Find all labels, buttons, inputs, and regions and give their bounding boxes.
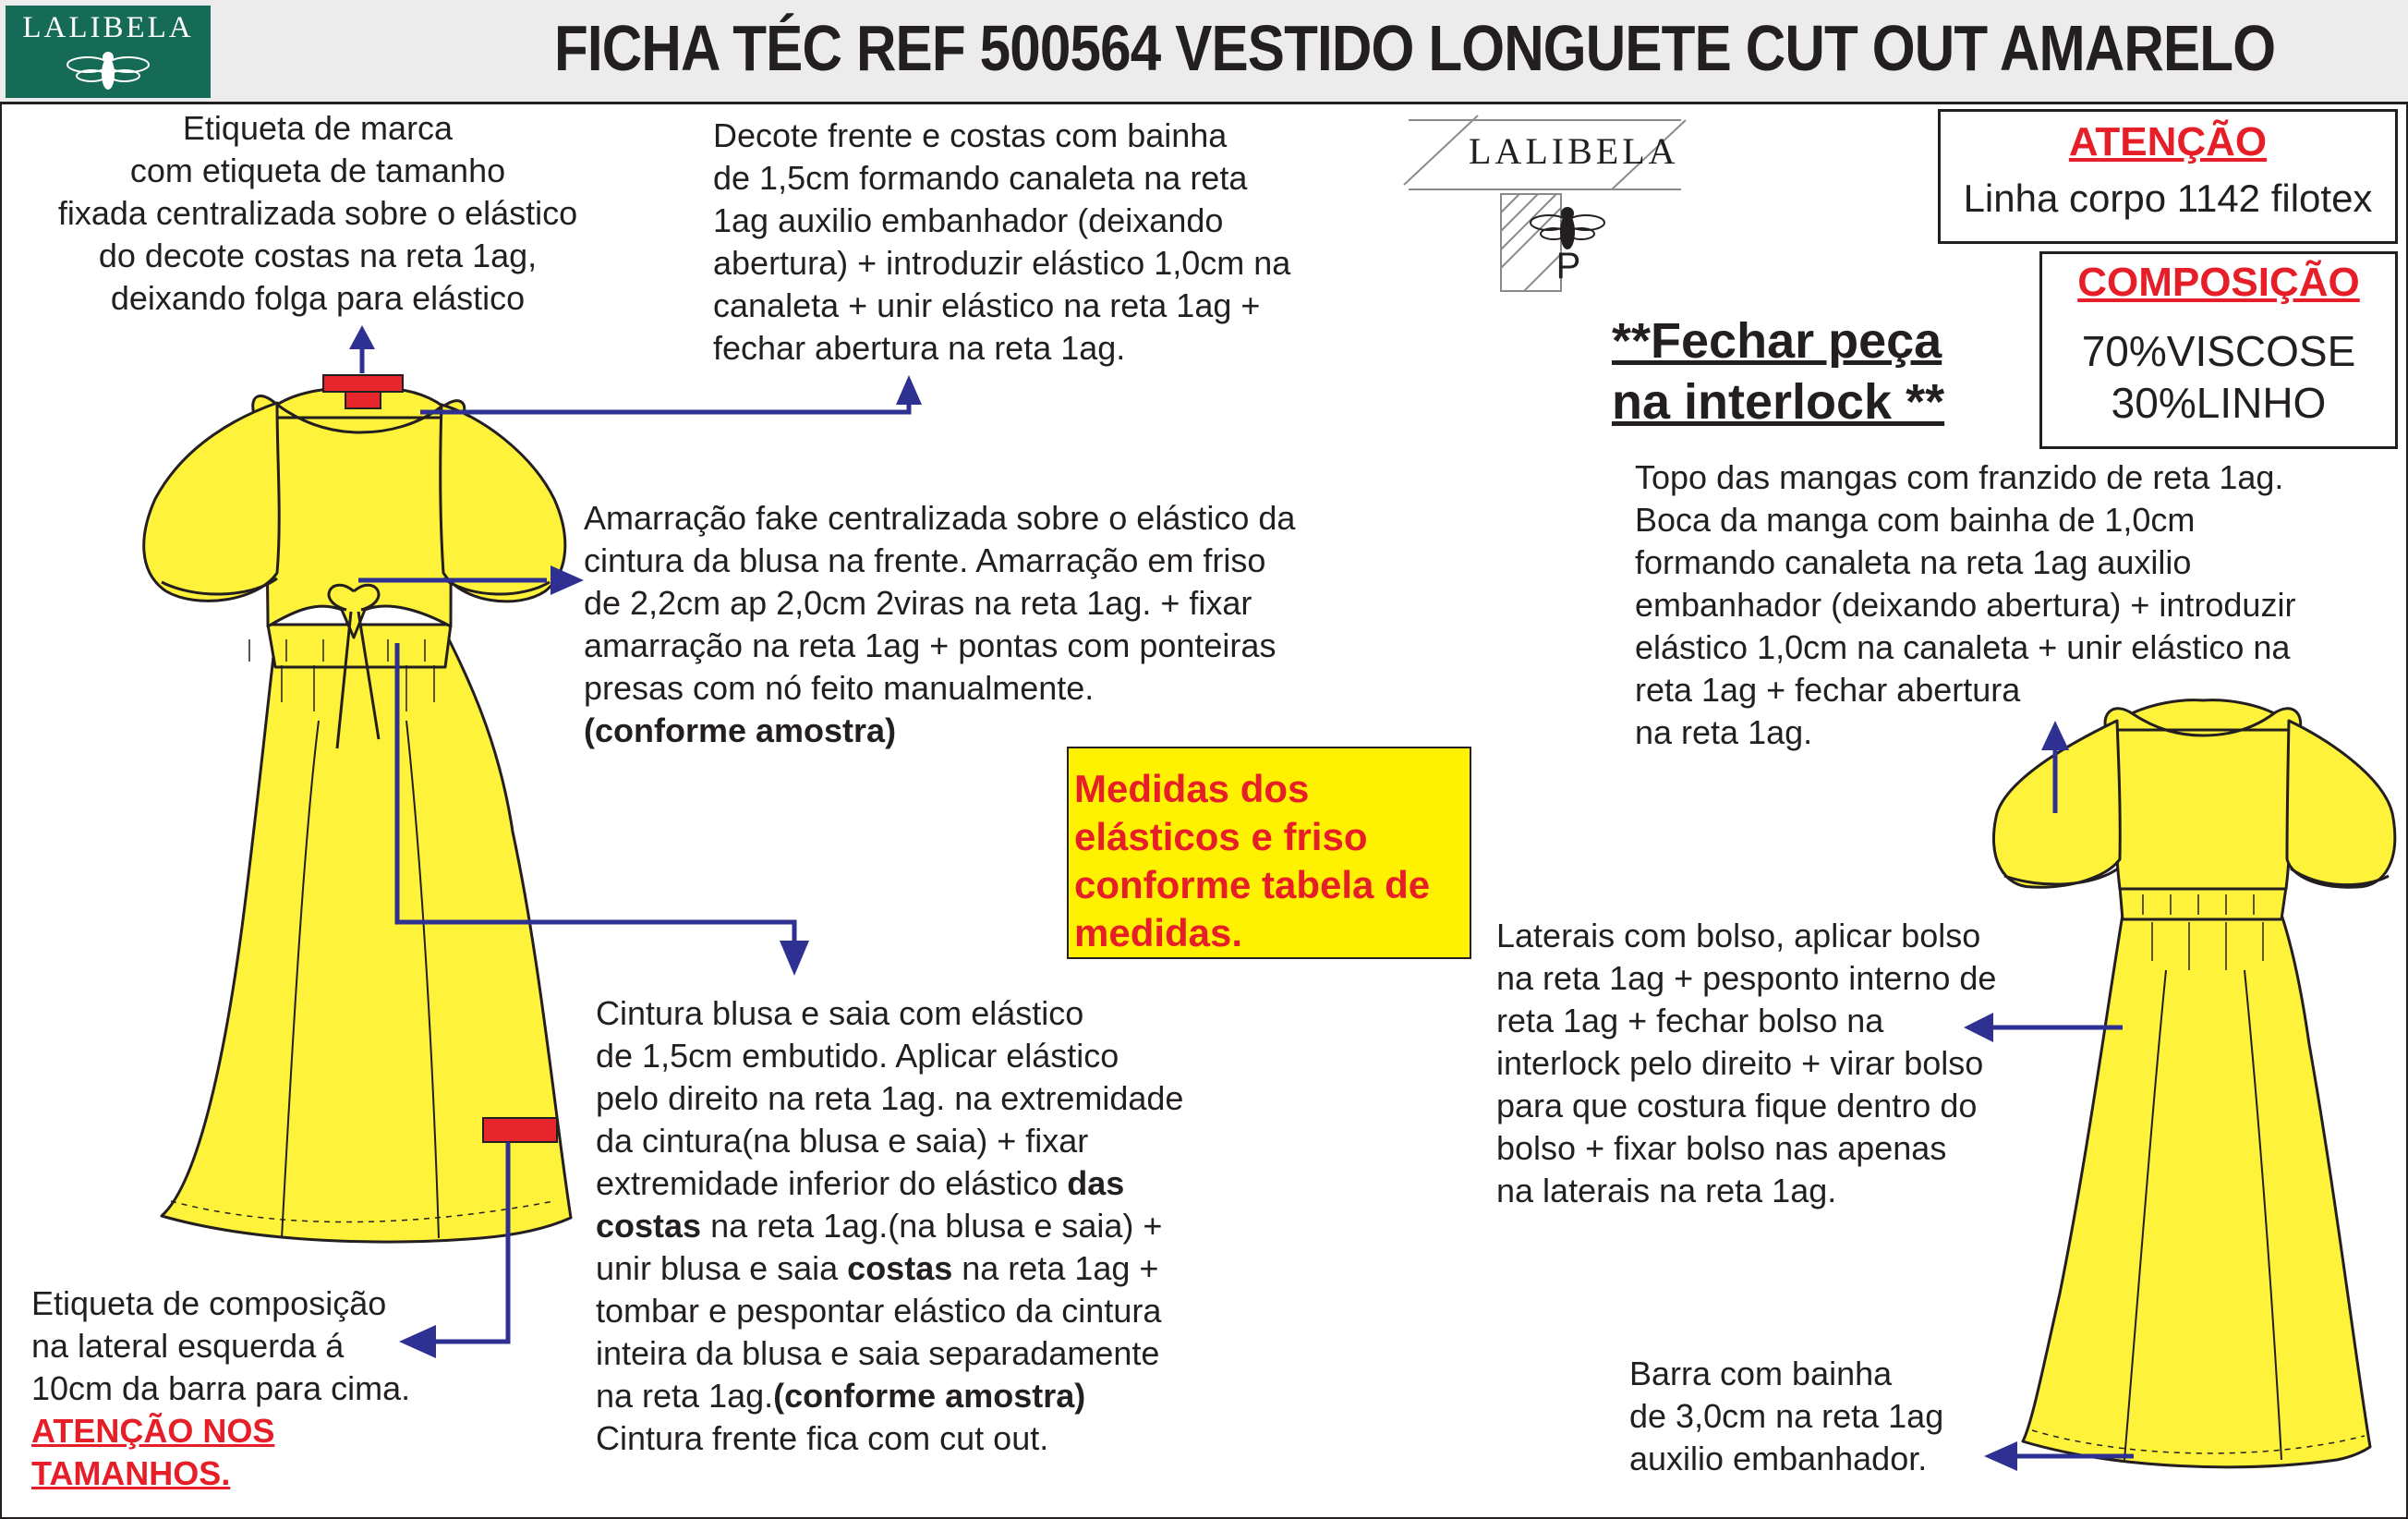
note-line: Barra com bainha xyxy=(1629,1355,1893,1392)
tie-note xyxy=(584,497,1295,752)
note-line: Etiqueta de marca xyxy=(182,109,454,147)
note-line: na laterais na reta 1ag. xyxy=(1496,1172,1837,1209)
note-text-bold: das xyxy=(1067,1164,1125,1202)
attention-heading: ATENÇÃO xyxy=(2068,119,2268,164)
composition-line-1: 70%VISCOSE xyxy=(2081,327,2356,375)
note-line: 10cm da barra para cima. xyxy=(31,1369,411,1407)
note-line: de 2,2cm ap 2,0cm 2viras na reta 1ag. + fixar xyxy=(584,584,1252,622)
interlock-line-1: **Fechar peça xyxy=(1612,313,1942,369)
pocket-note xyxy=(1496,915,1996,1212)
front-dress-drawing xyxy=(144,388,571,1242)
note-text-bold: costas xyxy=(847,1249,953,1287)
note-line xyxy=(596,1247,1183,1290)
note-line: Topo das mangas com franzido de reta 1ag. xyxy=(1635,458,2284,496)
note-text: na reta 1ag. xyxy=(596,1377,774,1415)
measures-line-2: elásticos e friso xyxy=(1074,815,1368,858)
note-line: de 1,5cm formando canaleta na reta xyxy=(713,159,1248,197)
note-line: na reta 1ag. xyxy=(1635,713,1813,751)
note-line: embanhador (deixando abertura) + introduzir xyxy=(1635,586,2296,624)
size-label-size: P xyxy=(1555,246,1581,286)
note-line: para que costura fique dentro do xyxy=(1496,1087,1978,1124)
page-title: FICHA TÉC REF 500564 VESTIDO LONGUETE CUT OUT AMARELO xyxy=(554,12,2276,84)
note-line: elástico 1,0cm na canaleta + unir elástico na xyxy=(1635,628,2291,666)
note-text: na reta 1ag + xyxy=(952,1249,1159,1287)
measures-line-1: Medidas dos xyxy=(1074,767,1310,810)
note-line-bold: (conforme amostra) xyxy=(584,711,897,749)
note-line: canaleta + unir elástico na reta 1ag + xyxy=(713,286,1261,324)
back-dress-drawing xyxy=(1993,700,2394,1467)
note-line: Cintura blusa e saia com elástico xyxy=(596,994,1084,1032)
note-line: fixada centralizada sobre o elástico xyxy=(57,194,578,232)
note-line: na lateral esquerda á xyxy=(31,1327,345,1365)
note-line: fechar abertura na reta 1ag. xyxy=(713,329,1126,367)
note-line: pelo direito na reta 1ag. na extremidade xyxy=(596,1079,1184,1117)
note-line: bolso + fixar bolso nas apenas xyxy=(1496,1129,1947,1167)
composition-line-2: 30%LINHO xyxy=(2111,379,2327,427)
note-line: abertura) + introduzir elástico 1,0cm na xyxy=(713,244,1291,282)
note-text: extremidade inferior do elástico xyxy=(596,1164,1068,1202)
note-line: Amarração fake centralizada sobre o elástico da xyxy=(584,499,1296,537)
note-line: presas com nó feito manualmente. xyxy=(584,669,1095,707)
size-warning-line-1: ATENÇÃO NOS xyxy=(31,1412,275,1450)
note-line xyxy=(596,1375,1183,1417)
attention-box xyxy=(1938,109,2398,244)
note-text-bold: (conforme amostra) xyxy=(773,1377,1086,1415)
note-line xyxy=(596,1205,1183,1247)
note-line: Etiqueta de composição xyxy=(31,1284,387,1322)
note-line: cintura da blusa na frente. Amarração em friso xyxy=(584,541,1266,579)
note-line xyxy=(596,1162,1183,1205)
note-line: interlock pelo direito + virar bolso xyxy=(1496,1044,1984,1082)
hem-note xyxy=(1629,1353,1943,1480)
note-text: unir blusa e saia xyxy=(596,1249,848,1287)
composition-label-marker xyxy=(483,1118,557,1142)
brand-label-note xyxy=(9,107,626,320)
note-line: deixando folga para elástico xyxy=(110,279,526,317)
size-label-brand: LALIBELA xyxy=(1469,130,1679,172)
note-line: Boca da manga com bainha de 1,0cm xyxy=(1635,501,2196,539)
note-line: na reta 1ag + pesponto interno de xyxy=(1496,959,1997,997)
neckline-note xyxy=(713,115,1290,370)
sleeve-note xyxy=(1635,456,2295,754)
note-line: Decote frente e costas com bainha xyxy=(713,116,1228,154)
brand-label-marker xyxy=(323,375,403,392)
note-line: Cintura frente fica com cut out. xyxy=(596,1419,1049,1457)
note-text-bold: costas xyxy=(596,1207,702,1245)
note-line: auxilio embanhador. xyxy=(1629,1440,1928,1477)
note-line: inteira da blusa e saia separadamente xyxy=(596,1334,1160,1372)
measures-highlight-box xyxy=(1067,747,1471,959)
measures-line-4: medidas. xyxy=(1074,911,1243,954)
note-line: de 1,5cm embutido. Aplicar elástico xyxy=(596,1037,1119,1075)
note-line: de 3,0cm na reta 1ag xyxy=(1629,1397,1944,1435)
composition-heading: COMPOSIÇÃO xyxy=(2077,260,2360,305)
note-line: reta 1ag + fechar bolso na xyxy=(1496,1002,1884,1039)
note-line: tombar e pespontar elástico da cintura xyxy=(596,1292,1162,1330)
note-line: Laterais com bolso, aplicar bolso xyxy=(1496,917,1981,954)
note-line: 1ag auxilio embanhador (deixando xyxy=(713,201,1224,239)
brand-logo-text: LALIBELA xyxy=(22,11,194,44)
measures-line-3: conforme tabela de xyxy=(1074,863,1431,906)
note-line: do decote costas na reta 1ag, xyxy=(98,237,538,274)
note-line: amarração na reta 1ag + pontas com ponteiras xyxy=(584,626,1277,664)
attention-text: Linha corpo 1142 filotex xyxy=(1963,176,2373,220)
note-line: formando canaleta na reta 1ag auxilio xyxy=(1635,543,2192,581)
interlock-line-2: na interlock ** xyxy=(1612,374,1945,430)
note-text: na reta 1ag.(na blusa e saia) + xyxy=(701,1207,1163,1245)
note-line: da cintura(na blusa e saia) + fixar xyxy=(596,1122,1089,1160)
waist-note xyxy=(596,992,1183,1460)
interlock-note xyxy=(1612,310,1944,432)
note-line: reta 1ag + fechar abertura xyxy=(1635,671,2021,709)
composition-label-note xyxy=(31,1282,410,1495)
note-line: com etiqueta de tamanho xyxy=(129,152,506,189)
composition-box xyxy=(2039,251,2398,449)
size-warning-line-2: TAMANHOS. xyxy=(31,1454,231,1492)
